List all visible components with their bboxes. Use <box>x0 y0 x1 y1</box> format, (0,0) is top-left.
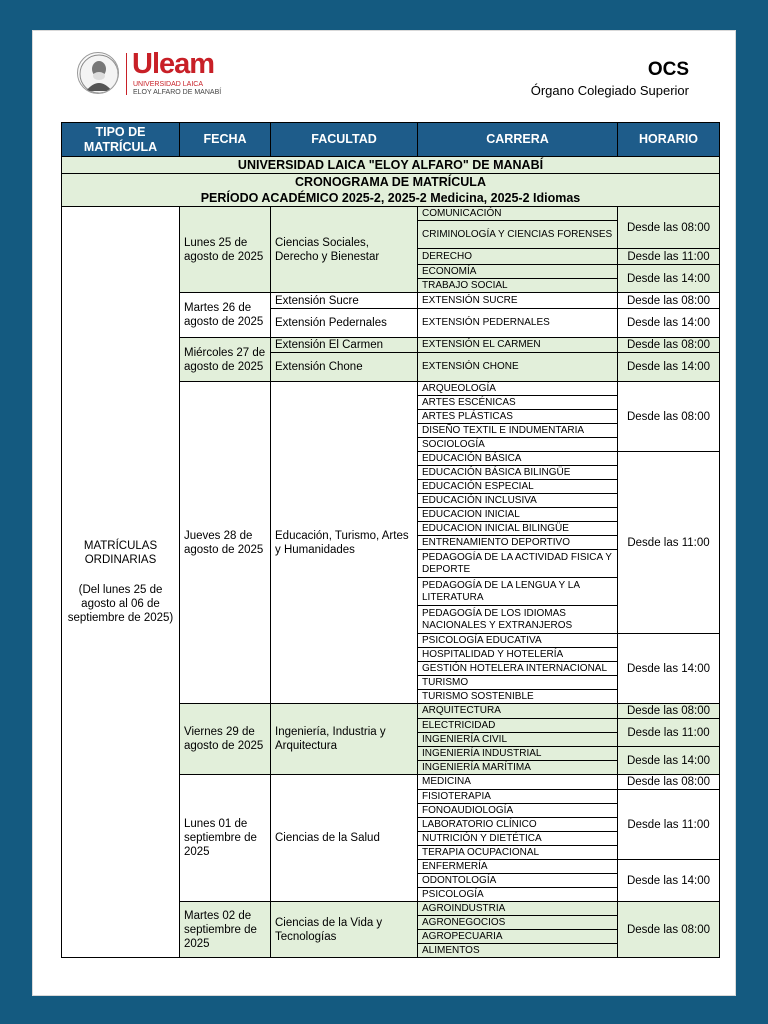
fecha-cell: Jueves 28 de agosto de 2025 <box>180 382 271 704</box>
carrera-cell: ELECTRICIDAD <box>418 719 618 733</box>
document-page <box>32 30 736 996</box>
horario-cell: Desde las 08:00 <box>618 704 720 719</box>
column-header-row <box>62 123 720 157</box>
carrera-cell: AGROPECUARIA <box>418 930 618 944</box>
fecha-cell: Viernes 29 de agosto de 2025 <box>180 704 271 775</box>
carrera-cell: INGENIERÍA INDUSTRIAL <box>418 747 618 761</box>
title-row <box>62 157 720 174</box>
carrera-cell: EDUCACIÓN BÁSICA <box>418 452 618 466</box>
horario-cell: Desde las 14:00 <box>618 860 720 902</box>
carrera-cell: PEDAGOGÍA DE LA ACTIVIDAD FISICA Y DEPORTE <box>418 550 618 578</box>
horario-cell: Desde las 14:00 <box>618 747 720 775</box>
carrera-cell: EXTENSIÓN PEDERNALES <box>418 309 618 338</box>
facultad-cell: Extensión El Carmen <box>271 338 418 353</box>
carrera-cell: INGENIERÍA CIVIL <box>418 733 618 747</box>
carrera-cell: EDUCACIÓN INCLUSIVA <box>418 494 618 508</box>
carrera-cell: ENFERMERÍA <box>418 860 618 874</box>
tipo-cell <box>62 207 180 958</box>
carrera-cell: ODONTOLOGÍA <box>418 874 618 888</box>
carrera-cell: TRABAJO SOCIAL <box>418 279 618 293</box>
carrera-cell: NUTRICIÓN Y DIETÉTICA <box>418 832 618 846</box>
uleam-logo <box>77 48 237 99</box>
org-acronym: OCS <box>647 59 689 80</box>
eloy-alfaro-portrait-icon <box>77 52 119 94</box>
carrera-cell: EDUCACIÓN ESPECIAL <box>418 480 618 494</box>
horario-cell: Desde las 14:00 <box>618 309 720 338</box>
col-header-facultad: FACULTAD <box>271 123 418 157</box>
facultad-cell: Educación, Turismo, Artes y Humanidades <box>271 382 418 704</box>
tipo-label: MATRÍCULAS ORDINARIAS <box>83 540 158 566</box>
document-header <box>33 31 737 121</box>
col-header-horario: HORARIO <box>618 123 720 157</box>
horario-cell: Desde las 08:00 <box>618 382 720 452</box>
logo-divider <box>126 53 127 95</box>
carrera-cell: DERECHO <box>418 249 618 265</box>
col-header-fecha: FECHA <box>180 123 271 157</box>
logo-subtitle-1: UNIVERSIDAD LAICA <box>133 81 204 88</box>
carrera-cell: TERAPIA OCUPACIONAL <box>418 846 618 860</box>
horario-cell: Desde las 14:00 <box>618 353 720 382</box>
schedule-title: CRONOGRAMA DE MATRÍCULA <box>62 174 720 191</box>
horario-cell: Desde las 11:00 <box>618 249 720 265</box>
tipo-range: (Del lunes 25 de agosto al 06 de septiembre de 2025) <box>67 584 174 624</box>
facultad-cell: Ciencias de la Salud <box>271 775 418 902</box>
carrera-cell: ENTRENAMIENTO DEPORTIVO <box>418 536 618 550</box>
fecha-cell: Martes 02 de septiembre de 2025 <box>180 902 271 958</box>
carrera-cell: TURISMO <box>418 676 618 690</box>
title-row <box>62 174 720 191</box>
carrera-cell: ECONOMÍA <box>418 265 618 279</box>
facultad-cell: Extensión Sucre <box>271 293 418 309</box>
facultad-cell: Extensión Chone <box>271 353 418 382</box>
carrera-cell: ARTES PLÁSTICAS <box>418 410 618 424</box>
horario-cell: Desde las 08:00 <box>618 207 720 249</box>
carrera-cell: EDUCACION INICIAL <box>418 508 618 522</box>
carrera-cell: MEDICINA <box>418 775 618 790</box>
horario-cell: Desde las 08:00 <box>618 775 720 790</box>
fecha-cell: Martes 26 de agosto de 2025 <box>180 293 271 338</box>
col-header-tipo: TIPO DE MATRÍCULA <box>62 123 180 157</box>
horario-cell: Desde las 11:00 <box>618 719 720 747</box>
horario-cell: Desde las 11:00 <box>618 790 720 860</box>
period-title: PERÍODO ACADÉMICO 2025-2, 2025-2 Medicina, 2025-2 Idiomas <box>62 190 720 207</box>
carrera-cell: CRIMINOLOGÍA Y CIENCIAS FORENSES <box>418 221 618 249</box>
horario-cell: Desde las 11:00 <box>618 452 720 634</box>
carrera-cell: GESTIÓN HOTELERA INTERNACIONAL <box>418 662 618 676</box>
carrera-cell: LABORATORIO CLÍNICO <box>418 818 618 832</box>
facultad-cell: Ciencias Sociales, Derecho y Bienestar <box>271 207 418 293</box>
horario-cell: Desde las 14:00 <box>618 634 720 704</box>
fecha-cell: Lunes 25 de agosto de 2025 <box>180 207 271 293</box>
carrera-cell: AGRONEGOCIOS <box>418 916 618 930</box>
enrollment-schedule-table <box>61 122 720 958</box>
carrera-cell: COMUNICACIÓN <box>418 207 618 221</box>
carrera-cell: EXTENSIÓN SUCRE <box>418 293 618 309</box>
title-row <box>62 190 720 207</box>
carrera-cell: PSICOLOGÍA EDUCATIVA <box>418 634 618 648</box>
carrera-cell: PSICOLOGÍA <box>418 888 618 902</box>
facultad-cell: Extensión Pedernales <box>271 309 418 338</box>
carrera-cell: ARTES ESCÉNICAS <box>418 396 618 410</box>
facultad-cell: Ciencias de la Vida y Tecnologías <box>271 902 418 958</box>
carrera-cell: ALIMENTOS <box>418 944 618 958</box>
horario-cell: Desde las 08:00 <box>618 338 720 353</box>
carrera-cell: DISEÑO TEXTIL E INDUMENTARIA <box>418 424 618 438</box>
org-name: Órgano Colegiado Superior <box>530 83 689 98</box>
logo-subtitle-2: ELOY ALFARO DE MANABÍ <box>133 89 222 96</box>
logo-wordmark: Uleam <box>132 48 215 80</box>
fecha-cell: Miércoles 27 de agosto de 2025 <box>180 338 271 382</box>
carrera-cell: ARQUITECTURA <box>418 704 618 719</box>
horario-cell: Desde las 08:00 <box>618 293 720 309</box>
carrera-cell: AGROINDUSTRIA <box>418 902 618 916</box>
carrera-cell: HOSPITALIDAD Y HOTELERÍA <box>418 648 618 662</box>
horario-cell: Desde las 08:00 <box>618 902 720 958</box>
fecha-cell: Lunes 01 de septiembre de 2025 <box>180 775 271 902</box>
carrera-cell: EDUCACIÓN BÁSICA BILINGÜE <box>418 466 618 480</box>
carrera-cell: TURISMO SOSTENIBLE <box>418 690 618 704</box>
carrera-cell: EXTENSIÓN EL CARMEN <box>418 338 618 353</box>
carrera-cell: PEDAGOGÍA DE LA LENGUA Y LA LITERATURA <box>418 578 618 606</box>
col-header-carrera: CARRERA <box>418 123 618 157</box>
carrera-cell: EDUCACION INICIAL BILINGÜE <box>418 522 618 536</box>
table-row <box>62 207 720 221</box>
carrera-cell: ARQUEOLOGÍA <box>418 382 618 396</box>
carrera-cell: FISIOTERAPIA <box>418 790 618 804</box>
carrera-cell: EXTENSIÓN CHONE <box>418 353 618 382</box>
university-title: UNIVERSIDAD LAICA "ELOY ALFARO" DE MANABÍ <box>62 157 720 174</box>
carrera-cell: INGENIERÍA MARÍTIMA <box>418 761 618 775</box>
carrera-cell: PEDAGOGÍA DE LOS IDIOMAS NACIONALES Y EXTRANJEROS <box>418 606 618 634</box>
facultad-cell: Ingeniería, Industria y Arquitectura <box>271 704 418 775</box>
horario-cell: Desde las 14:00 <box>618 265 720 293</box>
carrera-cell: FONOAUDIOLOGÍA <box>418 804 618 818</box>
carrera-cell: SOCIOLOGÍA <box>418 438 618 452</box>
